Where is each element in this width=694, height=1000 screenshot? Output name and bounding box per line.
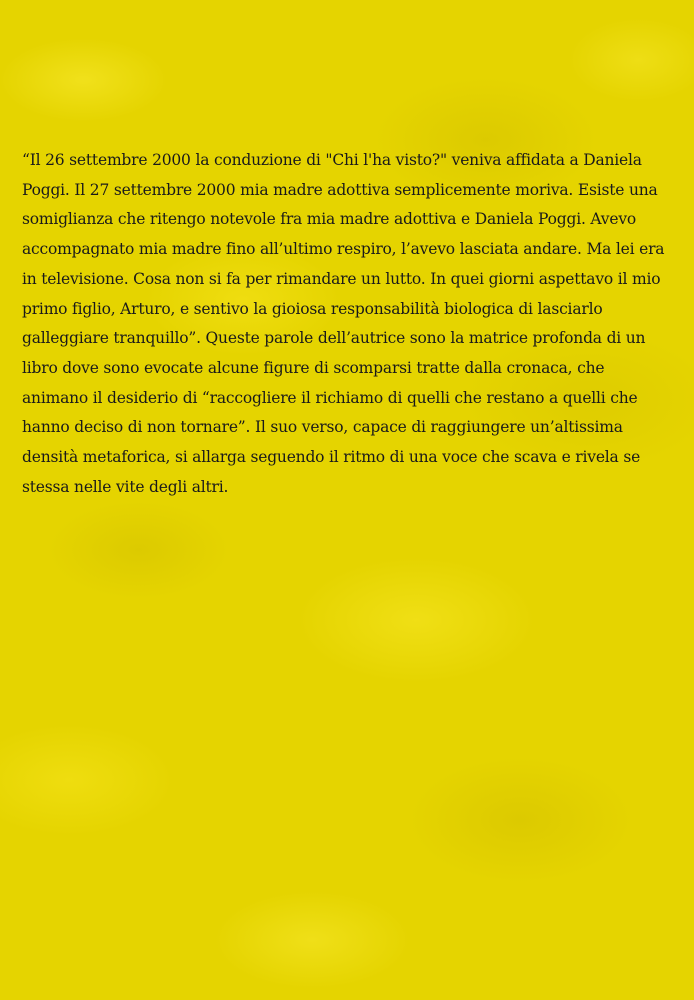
paragraph-line: hanno deciso di non tornare”. Il suo verso, capace di raggiungere un’altissima <box>22 418 623 437</box>
paragraph-line: animano il desiderio di “raccogliere il richiamo di quelli che restano a quelli che <box>22 388 638 407</box>
paragraph-line: primo figlio, Arturo, e sentivo la gioiosa responsabilità biologica di lasciarlo <box>22 299 603 318</box>
paragraph-line: in televisione. Cosa non si fa per rimandare un lutto. In quei giorni aspettavo il mio <box>22 269 661 288</box>
paragraph-line: libro dove sono evocate alcune figure di scomparsi tratte dalla cronaca, che <box>22 358 605 377</box>
description-paragraph <box>22 146 692 502</box>
paragraph-line: Poggi. Il 27 settembre 2000 mia madre adottiva semplicemente moriva. Esiste una <box>22 180 658 199</box>
paragraph-line: somiglianza che ritengo notevole fra mia madre adottiva e Daniela Poggi. Avevo <box>22 210 637 229</box>
paragraph-line: accompagnato mia madre fino all’ultimo respiro, l’avevo lasciata andare. Ma lei era <box>22 240 665 259</box>
paragraph-line: “Il 26 settembre 2000 la conduzione di "Chi l'ha visto?" veniva affidata a Daniela <box>22 151 642 169</box>
paragraph-line: stessa nelle vite degli altri. <box>22 477 229 496</box>
paragraph-line: densità metaforica, si allarga seguendo il ritmo di una voce che scava e rivela se <box>22 448 641 467</box>
paragraph-line: galleggiare tranquillo”. Queste parole dell’autrice sono la matrice profonda di un <box>22 329 646 348</box>
